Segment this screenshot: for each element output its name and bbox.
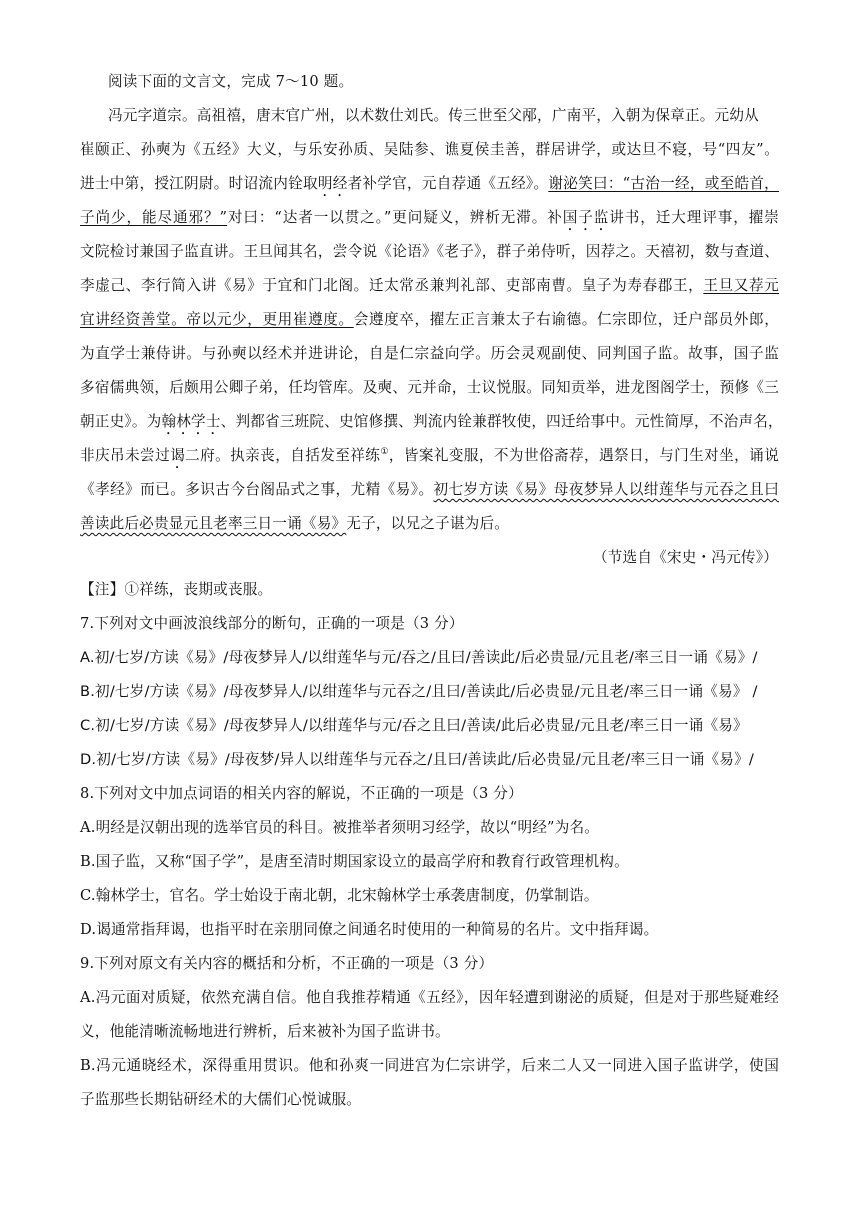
- passage-line: 为直学士兼侍讲。与孙奭以经术并进讲论，自是仁宗益向学。历会灵观副使、同判国子监。故事，国子监: [80, 345, 779, 362]
- source-citation: （节选自《宋史・冯元传》）: [592, 549, 778, 566]
- option-b: B.国子监，又称“国子学”，是唐至清时期国家设立的最高学府和教育行政管理机构。: [80, 853, 629, 870]
- option-a: A.初/七岁/方读《易》/母夜梦异人/以绀莲华与元/吞之/且曰/善读此/后必贵显/元且老/率三日一诵《易》/: [80, 649, 758, 666]
- footnote-marker: ①: [380, 447, 389, 458]
- wavy-underlined-sentence: 善读此后必贵显元且老率三日一诵《易》: [80, 515, 347, 532]
- passage-line: 文院检讨兼国子监直讲。王旦闻其名，尝令说《论语》《老子》，群子弟侍听，因荐之。天禧初，数与查道、: [80, 243, 779, 260]
- option-a-cont: 义，他能清晰流畅地进行辨析，后来被补为国子监讲书。: [80, 1023, 450, 1040]
- option-d: D.初/七岁/方读《易》/母夜梦/异人以绀莲华与元吞之/且曰/善读此/后必贵显/元且老/率三日一诵《易》/: [80, 751, 754, 768]
- passage-line: 子尚少，能尽通邪？”对曰：“达者一以贯之。”更问疑义，辨析无滞。补国子监讲书，迁大理评事，擢崇: [80, 209, 779, 226]
- dotted-term-mingjing: 明经: [317, 175, 348, 192]
- option-c: C.初/七岁/方读《易》/母夜梦异人/以绀莲华与元/吞之且曰/善读/此后必贵显/元且老/率三日一诵《易》: [80, 717, 748, 734]
- option-c: C.翰林学士，官名。学士始设于南北朝，北宋翰林学士承袭唐制度，仍掌制诰。: [80, 887, 599, 904]
- underlined-sentence: 谢泌笑曰：“古治一经，或至皓首，: [548, 175, 779, 192]
- passage-line: 非庆吊未尝过谒二府。执亲丧，自括发至祥练①，皆案礼变服，不为世俗斋荐，遇祭日，与门生对坐，诵说: [80, 447, 779, 464]
- passage-line: 《孝经》而已。多识古今台阁品式之事，尤精《易》。初七岁方读《易》母夜梦异人以绀莲华与元吞之且曰: [80, 481, 779, 498]
- underlined-sentence: 王旦又荐元: [703, 277, 779, 294]
- option-a: A.冯元面对质疑，依然充满自信。他自我推荐精通《五经》，因年轻遭到谢泌的质疑，但是对于那些疑难经: [80, 989, 779, 1006]
- underlined-sentence: 宜讲经资善堂。帝以元少，更用崔遵度。: [80, 311, 354, 328]
- dotted-term-ye: 谒: [170, 447, 186, 464]
- passage-line: 进士中第，授江阴尉。时诏流内铨取明经者补学官，元自荐通《五经》。谢泌笑曰：“古治一经，或至皓首，: [80, 175, 779, 192]
- option-b: B.冯元通晓经术，深得重用贯识。他和孙爽一同进宫为仁宗讲学，后来二人又一同进入国子监讲学，使国: [80, 1057, 779, 1074]
- underlined-sentence: 子尚少，能尽通邪？”: [80, 209, 228, 226]
- intro: 阅读下面的文言文，完成 7～10 题。: [108, 73, 354, 90]
- passage-line: 崔颐正、孙奭为《五经》大义，与乐安孙质、吴陆参、谯夏侯圭善，群居讲学，或达旦不寝，号“四友”。: [80, 141, 779, 158]
- option-a: A.明经是汉朝出现的选举官员的科目。被推举者须明习经学，故以“明经”为名。: [80, 819, 600, 836]
- passage-line: 李虚己、李行简入讲《易》于宜和门北阁。迁太常丞兼判礼部、吏部南曹。皇子为寿春郡王，王旦又荐元: [80, 277, 779, 294]
- wavy-underlined-sentence: 初七岁方读《易》母夜梦异人以绀莲华与元吞之且曰: [433, 481, 779, 498]
- passage-line: 善读此后必贵显元且老率三日一诵《易》无子，以兄之子谌为后。: [80, 515, 510, 532]
- dotted-term-hanlin: 翰林学士: [161, 413, 221, 430]
- question-stem: 8.下列对文中加点词语的相关内容的解说，不正确的一项是（3 分）: [80, 785, 523, 802]
- dotted-term-guozijian: 国子监: [562, 209, 610, 226]
- passage-line: 多宿儒典领，后颇用公卿子弟，任均管库。及奭、元并命，士议悦服。同知贡举，进龙图阁学士，预修《三: [80, 379, 779, 396]
- option-b: B.初/七岁/方读《易》/母夜梦异人/以绀莲华与元吞之/且曰/善读此/后必贵显/元且老/率三日一诵《易》 /: [80, 683, 758, 700]
- passage-line: 朝正史》。为翰林学士、判都省三班院、史馆修撰、判流内铨兼群牧使，四迁给事中。元性简厚，不治声名，: [80, 413, 783, 430]
- question-stem: 9.下列对原文有关内容的概括和分析，不正确的一项是（3 分）: [80, 955, 494, 972]
- question-stem: 7.下列对文中画波浪线部分的断句，正确的一项是（3 分）: [80, 615, 464, 632]
- option-d: D.谒通常指拜谒，也指平时在亲朋同僚之间通名时使用的一种简易的名片。文中指拜谒。: [80, 921, 659, 938]
- passage-line: 宜讲经资善堂。帝以元少，更用崔遵度。会遵度卒，擢左正言兼太子右谕德。仁宗即位，迁户部员外郎，: [80, 311, 779, 328]
- passage-line: 冯元字道宗。高祖禧，唐末官广州，以术数仕刘氏。传三世至父邴，广南平，入朝为保章正。元幼从: [108, 107, 759, 124]
- footnote: 【注】①祥练，丧期或丧服。: [80, 581, 273, 598]
- option-b-cont: 子监那些长期钻研经术的大儒们心悦诚服。: [80, 1091, 362, 1108]
